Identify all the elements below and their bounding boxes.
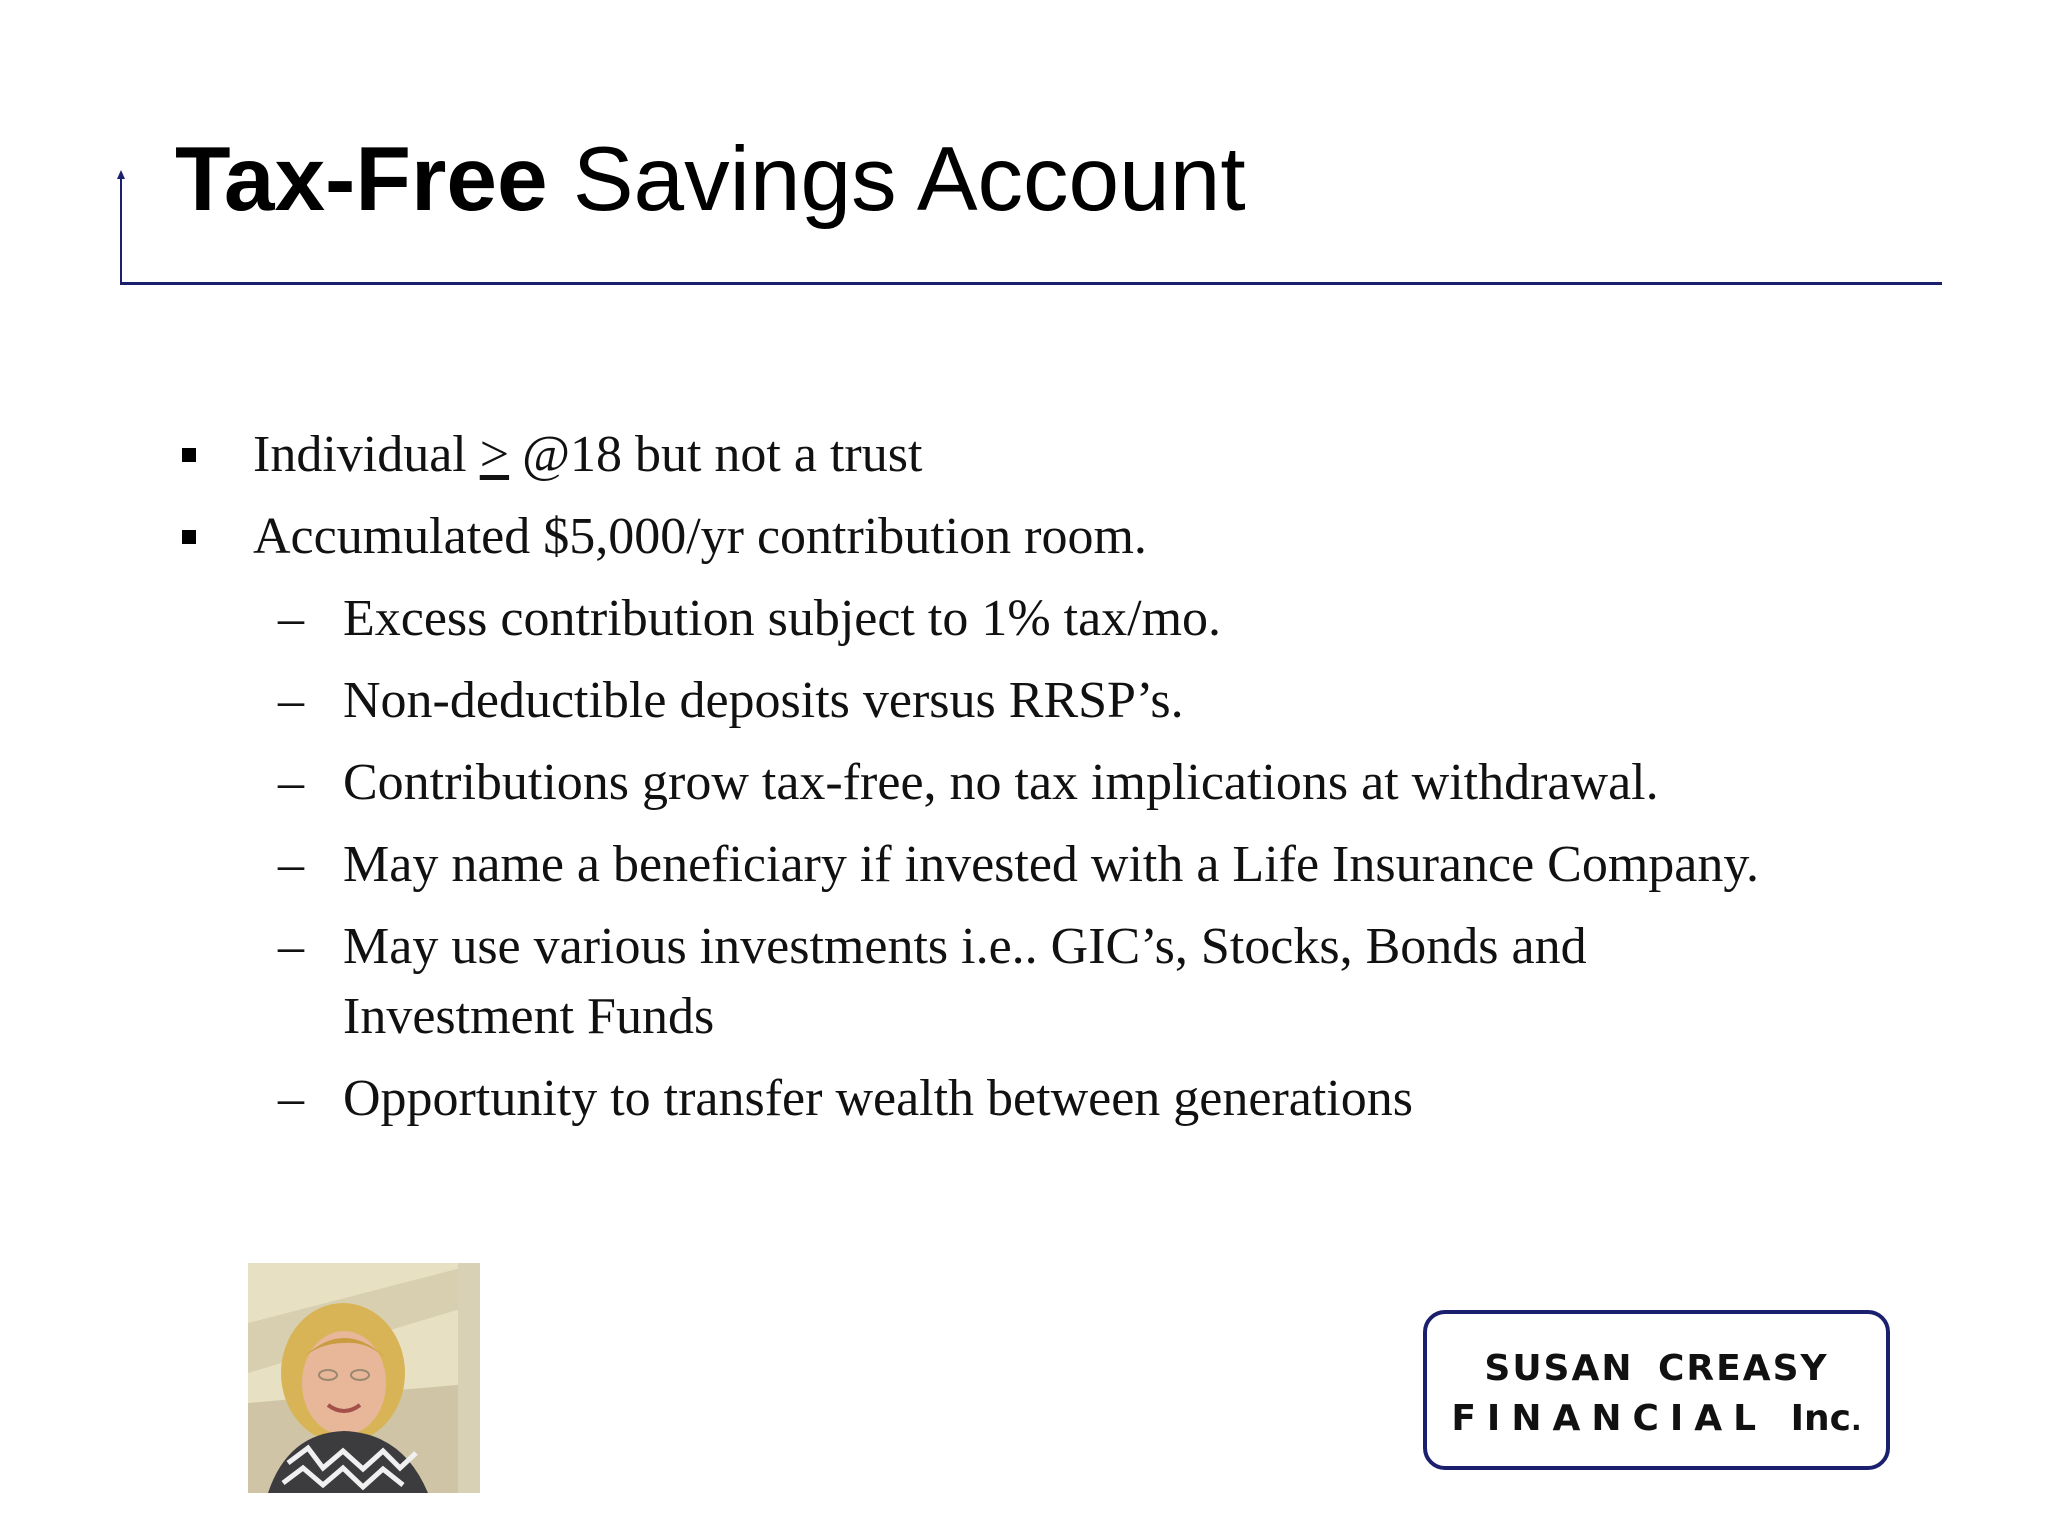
sub-bullet-marker: – [278, 836, 304, 893]
slide-title-rest: Savings Account [547, 129, 1246, 230]
sub-bullet-marker: – [278, 918, 304, 975]
title-arrow-icon [117, 170, 125, 284]
sub-bullet-item: Excess contribution subject to 1% tax/mo. [343, 590, 1222, 647]
company-logo [1423, 1310, 1890, 1470]
logo-word-financial: FINANCIAL [1451, 1398, 1768, 1439]
logo-suffix: Inc [1790, 1398, 1851, 1439]
advisor-photo [248, 1263, 480, 1493]
bullet-text: Individual [253, 426, 480, 483]
bullet-marker [182, 530, 196, 544]
bullet-item [253, 420, 922, 490]
slide-title-bold: Tax-Free [175, 129, 548, 230]
sub-bullet-item-continued: Investment Funds [343, 988, 715, 1045]
sub-bullet-item: May name a beneficiary if invested with a Life Insurance Company. [343, 836, 1759, 893]
sub-bullet-item: Non-deductible deposits versus RRSP’s. [343, 672, 1184, 729]
logo-line2 [1427, 1398, 1886, 1439]
arrow-stem [120, 178, 122, 284]
sub-bullet-marker: – [278, 590, 304, 647]
bullet-underlined-symbol: > [479, 426, 510, 483]
sub-bullet-marker: – [278, 1070, 304, 1127]
sub-bullet-item: Opportunity to transfer wealth between generations [343, 1070, 1413, 1127]
bullet-item: Accumulated $5,000/yr contribution room. [253, 508, 1147, 565]
logo-dot: . [1851, 1404, 1862, 1437]
portrait-image [248, 1263, 480, 1493]
sub-bullet-item: May use various investments i.e.. GIC’s, Stocks, Bonds and [343, 918, 1587, 975]
slide-title [175, 125, 1246, 235]
sub-bullet-marker: – [278, 754, 304, 811]
bullet-marker [182, 448, 196, 462]
sub-bullet-item: Contributions grow tax-free, no tax implications at withdrawal. [343, 754, 1659, 811]
title-rule [120, 282, 1942, 285]
sub-bullet-marker: – [278, 672, 304, 729]
bullet-text: @18 but not a trust [509, 426, 923, 483]
logo-line1: SUSAN CREASY [1484, 1348, 1829, 1389]
